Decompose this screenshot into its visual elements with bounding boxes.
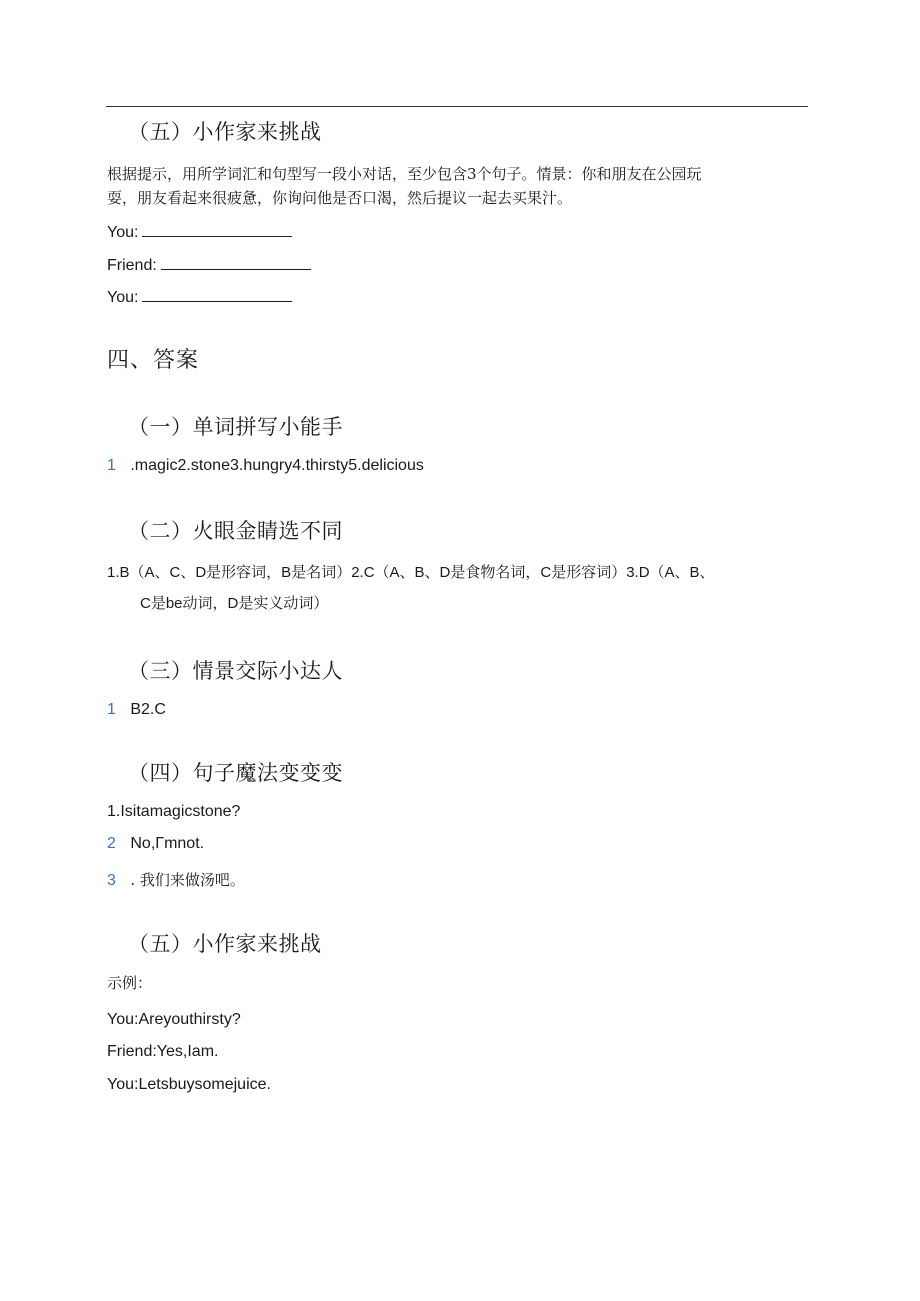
item-text: . 我们来做汤吧。	[130, 871, 245, 889]
answers-section2-line2: C是be动词，D是实义动词）	[140, 595, 329, 612]
dialogue-line	[107, 255, 311, 275]
answers-section5-line: You:Areyouthirsty?	[107, 1011, 241, 1028]
answers-section2-heading: （二）火眼金睛选不同	[128, 520, 343, 543]
item-text: .magic2.stone3.hungry4.thirsty5.delicious	[130, 457, 424, 474]
answers-section4-item3	[107, 869, 245, 890]
item-number: 1	[107, 457, 116, 474]
answers-heading: 四、答案	[107, 347, 200, 372]
answers-section1-heading: （一）单词拼写小能手	[128, 416, 343, 439]
task-heading: （五）小作家来挑战	[128, 121, 322, 144]
item-text: B2.C	[130, 701, 166, 718]
answers-section1-text	[107, 457, 424, 475]
task-prompt-line1: 根据提示，用所学词汇和句型写一段小对话，至少包含3个句子。情景：你和朋友在公园玩	[107, 165, 702, 183]
answers-section5-label: 示例：	[107, 974, 153, 992]
answer-blank[interactable]	[161, 255, 311, 270]
dialogue-speaker: Friend:	[107, 257, 157, 274]
task-prompt-line2: 耍，朋友看起来很疲惫，你询问他是否口渴，然后提议一起去买果汁。	[107, 189, 573, 207]
top-divider	[106, 106, 808, 107]
answers-section3-text	[107, 701, 166, 719]
item-number: 2	[107, 835, 116, 852]
item-number: 3	[107, 872, 116, 889]
dialogue-speaker: You:	[107, 224, 139, 241]
answers-section4-item1: 1.Isitamagicstone?	[107, 803, 241, 820]
answers-section2-line1: 1.B（A、C、D是形容词，B是名词）2.C（A、B、D是食物名词，C是形容词）3.D（A、B、	[107, 564, 715, 581]
dialogue-speaker: You:	[107, 289, 139, 306]
answers-section5-line: You:Letsbuysomejuice.	[107, 1076, 271, 1093]
answer-blank[interactable]	[142, 287, 292, 302]
answers-section3-heading: （三）情景交际小达人	[128, 660, 343, 683]
answers-section4-heading: （四）句子魔法变变变	[128, 762, 343, 785]
answers-section5-line: Friend:Yes,Iam.	[107, 1043, 219, 1060]
answer-blank[interactable]	[142, 222, 292, 237]
answers-section4-item2	[107, 835, 204, 853]
dialogue-line	[107, 287, 292, 307]
answers-section5-heading: （五）小作家来挑战	[128, 933, 322, 956]
item-text: No,Γmnot.	[130, 835, 205, 852]
item-number: 1	[107, 701, 116, 718]
dialogue-line	[107, 222, 292, 242]
